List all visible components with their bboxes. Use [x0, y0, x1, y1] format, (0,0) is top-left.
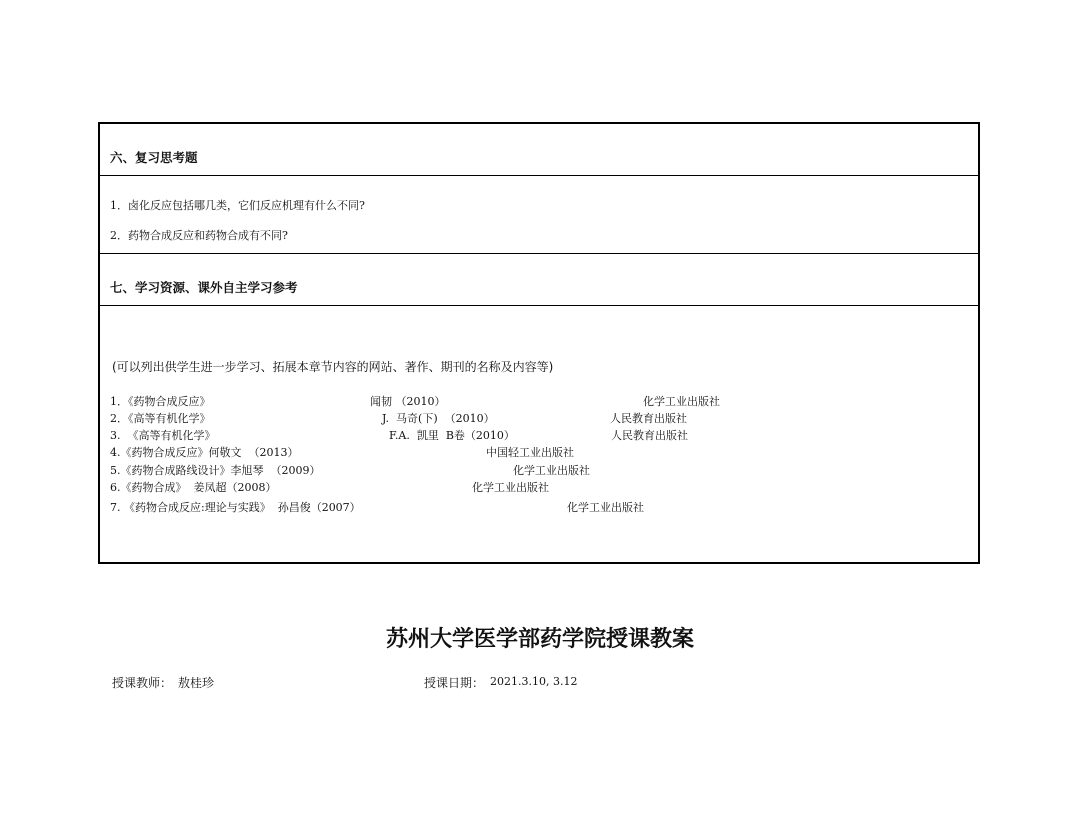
page-title: 苏州大学医学部药学院授课教案 [385, 626, 694, 652]
reference-publisher: 化学工业出版社 [472, 481, 549, 494]
reference-title: 7. 《药物合成反应:理论与实践》 孙昌俊（2007） [110, 501, 361, 514]
section6-heading: 六、复习思考题 [110, 150, 198, 165]
reference-author: 闻韧 （2010） [370, 395, 446, 408]
reference-publisher: 化学工业出版社 [513, 464, 590, 477]
reference-publisher: 人民教育出版社 [611, 429, 688, 442]
reference-title: 5.《药物合成路线设计》李旭琴 （2009） [110, 464, 321, 477]
resource-note: (可以列出供学生进一步学习、拓展本章节内容的网站、著作、期刊的名称及内容等) [112, 360, 554, 374]
reference-publisher: 化学工业出版社 [567, 501, 644, 514]
divider [100, 175, 978, 176]
reference-title: 6.《药物合成》 姜凤超（2008） [110, 481, 277, 494]
date-label: 授课日期： [424, 676, 485, 690]
reference-author: F.A. 凯里 B卷（2010） [389, 429, 515, 442]
lesson-plan-table [98, 122, 980, 564]
divider [100, 253, 978, 254]
question-item: 2．药物合成反应和药物合成有不同? [110, 229, 288, 242]
reference-author: J. 马奇(下) （2010） [382, 412, 495, 425]
question-item: 1．卤化反应包括哪几类，它们反应机理有什么不同? [110, 199, 365, 212]
reference-title: 2．《高等有机化学》 [110, 412, 211, 425]
reference-title: 4.《药物合成反应》何敬文 （2013） [110, 446, 299, 459]
reference-publisher: 化学工业出版社 [643, 395, 720, 408]
date-value: 2021.3.10, 3.12 [490, 675, 578, 688]
reference-title: 3. 《高等有机化学》 [110, 429, 216, 442]
section7-heading: 七、学习资源、课外自主学习参考 [110, 280, 298, 295]
reference-title: 1．《药物合成反应》 [110, 395, 211, 408]
teacher-label: 授课教师： [112, 676, 173, 690]
teacher-name: 敖桂珍 [178, 676, 215, 690]
divider [100, 305, 978, 306]
reference-publisher: 中国轻工业出版社 [486, 446, 574, 459]
reference-publisher: 人民教育出版社 [610, 412, 687, 425]
